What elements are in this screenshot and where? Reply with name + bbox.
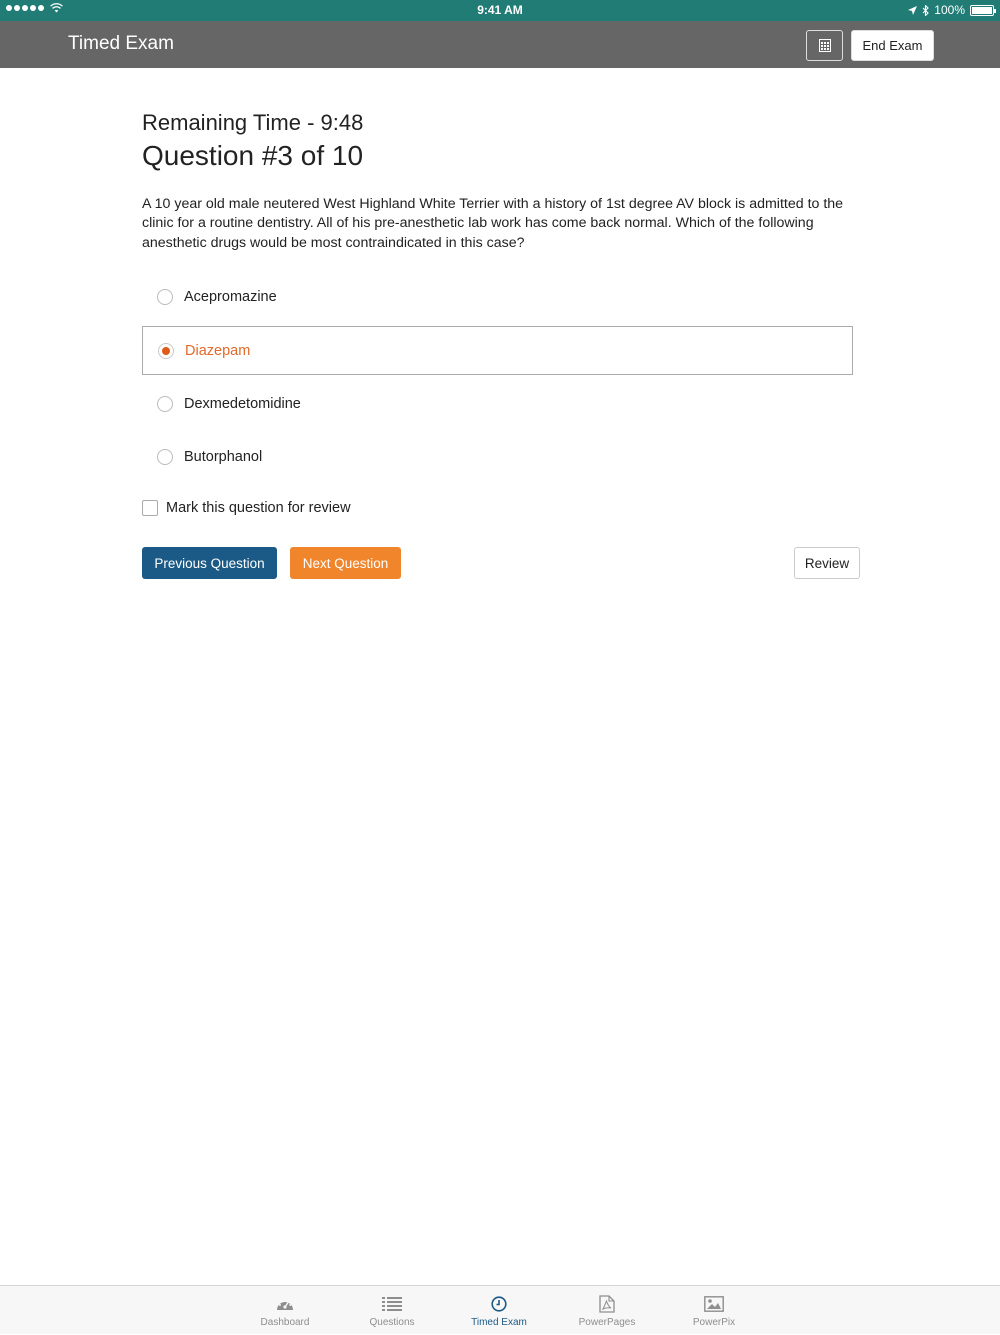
tab-powerpix[interactable] — [669, 1286, 759, 1335]
tab-label: Questions — [369, 1317, 415, 1328]
answer-label: Dexmedetomidine — [184, 395, 301, 412]
status-time: 9:41 AM — [477, 3, 523, 17]
answer-option-diazepam[interactable] — [142, 326, 853, 375]
tab-bar — [0, 1285, 1000, 1334]
end-exam-button[interactable]: End Exam — [851, 30, 934, 61]
radio-button[interactable] — [157, 289, 173, 305]
previous-question-button[interactable]: Previous Question — [142, 547, 277, 579]
tab-powerpages[interactable] — [562, 1286, 652, 1335]
tab-label: PowerPix — [692, 1317, 736, 1328]
nav-bar — [0, 21, 1000, 68]
tab-label: PowerPages — [578, 1317, 636, 1328]
location-arrow-icon — [908, 6, 917, 15]
page-title: Timed Exam — [68, 33, 174, 54]
radio-button[interactable] — [157, 396, 173, 412]
battery-percent: 100% — [934, 3, 965, 17]
calculator-icon — [819, 39, 831, 52]
exam-content — [142, 110, 862, 253]
mark-review-row[interactable] — [142, 500, 351, 516]
clock-icon — [489, 1295, 509, 1313]
battery-icon — [970, 5, 994, 16]
question-number: Question #3 of 10 — [142, 140, 364, 171]
tab-label: Timed Exam — [471, 1317, 527, 1328]
answer-option-acepromazine[interactable] — [142, 272, 853, 321]
status-right-group — [908, 3, 994, 17]
next-question-button[interactable]: Next Question — [290, 547, 401, 579]
answer-label: Acepromazine — [184, 288, 277, 305]
answer-option-dexmedetomidine[interactable] — [142, 379, 853, 428]
bluetooth-icon — [922, 5, 929, 16]
dashboard-gauge-icon — [275, 1295, 295, 1313]
answer-option-butorphanol[interactable] — [142, 432, 853, 481]
tab-dashboard[interactable] — [240, 1286, 330, 1335]
image-icon — [704, 1295, 724, 1313]
answer-label: Butorphanol — [184, 448, 263, 465]
tab-timed-exam[interactable] — [454, 1286, 544, 1335]
pdf-document-icon — [597, 1295, 617, 1313]
calculator-button[interactable] — [806, 30, 843, 61]
remaining-time: Remaining Time - 9:48 — [142, 110, 364, 135]
question-text: A 10 year old male neutered West Highland White Terrier with a history of 1st degree AV block is admitted to the clinic for a routine dentistry. All of his pre-anesthetic lab work has come back normal. Which of the following anesthetic drugs would be most contraindicated in this case? — [142, 196, 844, 251]
list-icon — [382, 1295, 402, 1313]
radio-button-selected[interactable] — [158, 343, 174, 359]
tab-questions[interactable] — [347, 1286, 437, 1335]
answer-label: Diazepam — [185, 342, 251, 359]
mark-review-label: Mark this question for review — [166, 500, 351, 516]
review-button[interactable]: Review — [794, 547, 860, 579]
radio-button[interactable] — [157, 449, 173, 465]
status-bar — [0, 0, 1000, 21]
tab-label: Dashboard — [260, 1317, 310, 1328]
mark-review-checkbox[interactable] — [142, 500, 158, 516]
